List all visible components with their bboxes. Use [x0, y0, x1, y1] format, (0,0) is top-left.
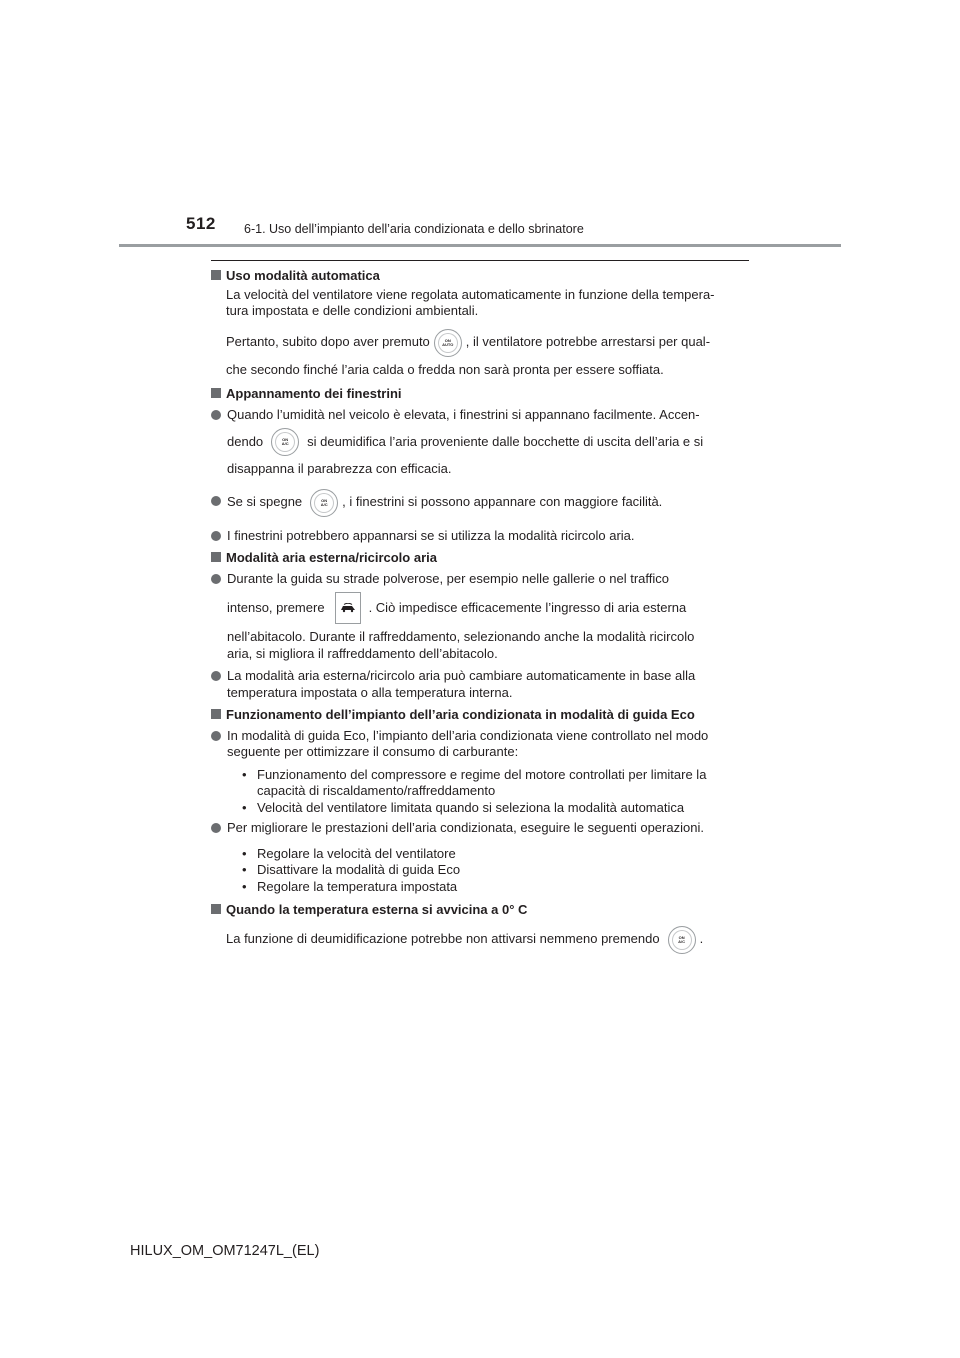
text-line: La modalità aria esterna/ricircolo aria può cambiare automaticamente in base alla — [227, 668, 696, 683]
icon-label: A/C — [320, 501, 328, 507]
dot-bullet: • — [242, 799, 247, 815]
sub-bullet-item — [242, 767, 749, 800]
text-line: Funzionamento del compressore e regime del motore controllati per limitare la — [257, 766, 707, 782]
text-line: Per migliorare le prestazioni dell’aria condizionata, eseguire le seguenti operazioni. — [227, 820, 704, 835]
section-title-text: Modalità aria esterna/ricircolo aria — [226, 550, 437, 565]
text-fragment: Se si spegne — [227, 494, 303, 510]
dot-bullet: • — [242, 845, 247, 861]
icon-text-line — [227, 589, 749, 627]
text-line: Velocità del ventilatore limitata quando si seleziona la modalità automatica — [257, 799, 685, 815]
icon-label: AUTO — [442, 341, 454, 347]
text-fragment: . Ciò impedisce efficacemente l’ingresso di aria esterna — [368, 599, 687, 615]
page-content — [211, 268, 749, 959]
square-bullet-icon — [211, 270, 221, 280]
icon-text-line — [227, 486, 749, 520]
page-number: 512 — [186, 214, 216, 233]
text-line: capacità di riscaldamento/raffreddamento — [257, 783, 496, 798]
round-bullet-icon — [211, 574, 221, 584]
sub-bullet-item — [242, 879, 749, 896]
text-line: seguente per ottimizzare il consumo di carburante: — [227, 744, 519, 759]
icon-label: ON — [444, 337, 451, 343]
round-bullet-icon — [211, 731, 221, 741]
section-title — [211, 902, 749, 919]
dot-bullet: • — [242, 878, 247, 894]
paragraph — [226, 923, 749, 957]
text-line: Regolare la temperatura impostata — [257, 878, 458, 894]
sub-bullet-item — [242, 800, 749, 817]
icon-label: A/C — [678, 938, 686, 944]
text-line: nell’abitacolo. Durante il raffreddamento, selezionando anche la modalità ricircolo — [227, 629, 695, 644]
sub-bullet-item — [242, 862, 749, 879]
bullet-item — [211, 484, 749, 522]
text-fragment: . — [699, 931, 704, 947]
text-line: Regolare la velocità del ventilatore — [257, 845, 456, 861]
section-title — [211, 386, 749, 403]
text-line: disappanna il parabrezza con efficacia. — [227, 461, 452, 476]
round-bullet-icon — [211, 671, 221, 681]
footer-code: HILUX_OM_OM71247L_(EL) — [130, 1243, 320, 1259]
auto-button-icon — [434, 329, 462, 357]
text-line: Quando l’umidità nel veicolo è elevata, i finestrini si appannano facilmente. Accen- — [227, 406, 700, 422]
text-fragment: , i finestrini si possono appannare con maggiore facilità. — [342, 494, 663, 510]
bullet-item — [211, 407, 749, 478]
section-title — [211, 268, 749, 285]
section-title — [211, 707, 749, 724]
bullet-item — [211, 820, 749, 837]
square-bullet-icon — [211, 709, 221, 719]
text-line: Durante la guida su strade polverose, per esempio nelle gallerie o nel traffico — [227, 570, 670, 586]
text-fragment: dendo — [227, 433, 264, 449]
header-rule — [119, 244, 841, 247]
square-bullet-icon — [211, 552, 221, 562]
paragraph — [226, 326, 749, 379]
icon-text-line — [226, 326, 749, 360]
ac-button-icon — [310, 489, 338, 517]
square-bullet-icon — [211, 904, 221, 914]
bullet-item — [211, 571, 749, 663]
text-fragment: Pertanto, subito dopo aver premuto — [226, 334, 430, 350]
section-title — [211, 550, 749, 567]
car-recirculation-icon — [340, 603, 356, 613]
text-fragment: La funzione di deumidificazione potrebbe non attivarsi nemmeno premendo — [226, 931, 660, 947]
sub-bullet-item — [242, 846, 749, 863]
text-line: temperatura impostata o alla temperatura interna. — [227, 684, 513, 700]
paragraph — [226, 287, 749, 320]
icon-label: A/C — [281, 441, 289, 446]
icon-text-line — [226, 923, 749, 957]
text-line: tura impostata e delle condizioni ambientali. — [226, 303, 479, 318]
section-title-text: Funzionamento dell’impianto dell’aria condizionata in modalità di guida Eco — [226, 707, 695, 722]
recirculation-button-icon — [335, 592, 361, 624]
bullet-item — [211, 668, 749, 701]
text-line: La velocità del ventilatore viene regolata automaticamente in funzione della tempera- — [226, 286, 715, 302]
dot-bullet: • — [242, 862, 247, 877]
text-fragment: intenso, premere — [227, 599, 325, 615]
icon-text-line — [227, 425, 749, 459]
section-title-text: Appannamento dei finestrini — [226, 386, 402, 401]
bullet-item — [211, 528, 749, 545]
icon-label: ON — [282, 437, 289, 442]
round-bullet-icon — [211, 496, 221, 506]
text-fragment: si deumidifica l’aria proveniente dalle bocchette di uscita dell’aria e si — [307, 433, 704, 449]
chapter-title: 6-1. Uso dell’impianto dell’aria condizionata e dello sbrinatore — [244, 222, 584, 236]
section-title-text: Quando la temperatura esterna si avvicina a 0° C — [226, 902, 528, 917]
ac-button-icon — [668, 926, 696, 954]
text-line: Disattivare la modalità di guida Eco — [257, 862, 461, 877]
round-bullet-icon — [211, 410, 221, 420]
icon-label: ON — [321, 497, 328, 503]
top-rule — [211, 260, 749, 261]
text-line: I finestrini potrebbero appannarsi se si utilizza la modalità ricircolo aria. — [227, 527, 635, 543]
text-line: aria, si migliora il raffreddamento dell’abitacolo. — [227, 645, 498, 661]
section-title-text: Uso modalità automatica — [226, 268, 380, 283]
text-line: In modalità di guida Eco, l’impianto dell’aria condizionata viene controllato nel modo — [227, 727, 709, 743]
bullet-item — [211, 728, 749, 761]
icon-label: ON — [678, 934, 685, 940]
round-bullet-icon — [211, 823, 221, 833]
text-line: che secondo finché l’aria calda o fredda non sarà pronta per essere soffiata. — [226, 361, 664, 377]
text-fragment: , il ventilatore potrebbe arrestarsi per qual- — [465, 334, 711, 350]
square-bullet-icon — [211, 388, 221, 398]
ac-button-icon — [271, 428, 299, 456]
round-bullet-icon — [211, 531, 221, 541]
dot-bullet: • — [242, 766, 247, 782]
